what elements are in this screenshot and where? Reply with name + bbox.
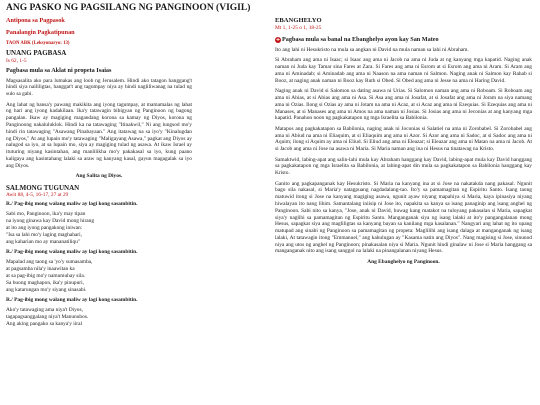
gospel-paragraph: Si Abraham ang ama ni Isaac; si Isaac ang ama ni Jacob na ama ni Juda at ng kanyang mga kapatid. Naging anak naman ni Juda kay Tamar sina Fares at Zara. Si Fares ang ama ni Esrom at si Esrom ang ama ni Aram. Si Aram ang ama ni Aminadab; si Aminadab ang ama ni Naason na ama naman ni Salmon. Naging anak ni Salmon kay Rahab si Booz, at naging anak naman ni Booz kay Ruth si Obed. Si Obed ang ama ni Jesse na ama ni Haring David. <box>275 57 532 84</box>
psalm-line: Ang aking pangako sa kanya'y iiral <box>6 320 82 327</box>
page-title: ANG PASKO NG PAGSILANG NG PANGINOON (VIGIL) <box>6 3 251 13</box>
gospel-paragraph: Matapos ang pagkakatapon sa Babilonia, naging anak ni Joconias si Salatiel na ama ni Zorobabel. Si Zorobabel ang ama ni Abiud na ama ni Eliaquim, at si Eliaquim ang ama ni Azor. Si Azor ang ama ni Sadoc, at si Sadoc ang ama ni Aquim; ilong si Aquim ay ama ni Eliud. Si Eliud ang ama ni Eleazar; si Eleazar ang ama ni Matan na ama ni Jacob. At si Jacob ang ama ni Jose na asawa ni Maria. Si Maria naman ang ina ni Hesus na tinatawag na Kristo. <box>275 125 532 153</box>
right-column <box>275 17 532 405</box>
psalm-line: at sa pag-ibig mo'y namumuhay sila. <box>6 272 86 279</box>
antiphon-link[interactable]: Antipona sa Pagpasok <box>6 17 65 24</box>
first-reading-intro: Pagbasa mula sa Aklat ni propeta Isaias <box>6 66 112 74</box>
psalm-verse <box>6 211 192 245</box>
psalm-response: R./ Pag-ibig mong walang maliw ay lagi kong sasambitin. <box>6 296 138 303</box>
opening-prayer-link[interactable]: Panalangin Pagkatipunan <box>6 28 75 36</box>
psalm-line: ang kaharian mo ay mananatiliqu" <box>6 238 81 245</box>
gospel-heading: EBANGHELYO <box>275 17 322 24</box>
psalm-line: at pagsamba nila'y inaawitan ka <box>6 266 75 273</box>
gospel-paragraph: Samaktwid, labing-apat ang salin-lahi mula kay Abraham hanggang kay David, labing-apat mula kay David hanggang sa pagkakatapon ng mga Israelita sa Babilonia, at labing-apat din mula sa pagkakatapon sa Babilonia hanggang kay Kristo. <box>275 156 532 177</box>
psalm-line: at ito ang iyong pangakong iniwan: <box>6 225 83 232</box>
psalm-line: ang katarungan mo'y siyang sinasabi. <box>6 286 87 293</box>
first-reading-closing: Ang Salita ng Diyos. <box>75 173 123 180</box>
psalm-line: Mapalad ang taong sa 'yo'y sumasamba, <box>6 259 93 266</box>
psalm-citation: Awit 88, 4-5, 16-17, 27 at 29 <box>6 192 69 199</box>
psalm-line: Ako'y tatawaging ama niya't Diyos, <box>6 307 83 314</box>
psalm-response: R./ Pag-ibig mong walang maliw ay lagi kong sasambitin. <box>6 249 138 255</box>
psalm-heading: SALMONG TUGUNAN <box>6 183 80 192</box>
left-column <box>6 17 192 405</box>
psalm-verse <box>6 307 192 327</box>
gospel-paragraph: Naging anak ni David si Salomon sa dating asawa ni Urias. Si Salomon naman ang ama ni Roboam. Si Roboam ang ama ni Abias, at si Abias ang ama ni Asa. Si Asa ang ama ni Josafat, at si Josafat ang ama ni Joram na siya namang ama ni Ozias. Ilong si Ozias ay ama ni Jotam na ama ni Acaz, at si Acaz ang ama ni Ezequias. Si Ezequias ang ama ni Manases, at si Manases ang ama ni Amos na ama naman ni Josias. Si Josias ang ama ni Jeconias at ang kanyang mga kapatid. Panahon noon ng pagkakatapon ng mga Israelita sa Babilonia. <box>275 88 532 122</box>
first-reading-paragraph: Magsasalita ako para lumakas ang loob ng Jerusalem. Hindi ako tatagon hanggang't hindi siya naililigtas, hanggat't ang tagumpay niya ay hindi nagliliwanag na tulad ng sulo sa gabi. <box>6 77 192 98</box>
first-reading-heading: UNANG PAGBASA <box>6 49 67 57</box>
psalm-line: Sa buong maghapon, ika'y pinupuri, <box>6 279 84 286</box>
psalm-line: na iyong ginawa kay David mong hirang <box>6 218 95 225</box>
first-reading-paragraph: Ang lahat ng bansa'y pawang makikita ang iyong tagumpay, at mamamalas ng lahat ng hari ang iyong kadakilaan. Ika'y tatawagin bibigyan ng Panginoon ng bagong pangalan. Ikaw ay magiging magandang korona sa kamay ng Diyos, korona ng Panginoong nakaluluklok. Hindi ka na tatawaging "Itinakwil," Ni ang lungsod mo'y hindi rin tatawaging "Asawang Pinabayaan." Ang itatawag na sa iyo'y "Kinalugdan ng Diyos," At ang lupain mo'y tatawaging "Maligayang Asawa," pagkat ang Diyos ay nalugod sa iyo, at sa lupain mo, siya ay magiging tulad ng asawa. At ikaw Israel ay ituturing niyang kasintahan, ang manlilikha mo'y pakakasal sa iyo, kung paano kaligaya ang kasintahang lalaki sa araw ng kanyang kasal, gayun magagalak sa iyo ang Diyos. <box>6 101 192 169</box>
first-reading-citation: Is 62, 1-5 <box>6 57 27 64</box>
gospel-citation: Mt 1, 1-25 o 1, 18-25 <box>275 24 322 31</box>
lectionary-code: TAON ABK (Leksyonaryo: 13) <box>6 41 70 46</box>
psalm-line: "Isa sa lahi mo'y laging maghahari, <box>6 231 82 238</box>
psalm-response: R./ Pag-ibig mong walang maliw ay lagi kong sasambitin. <box>6 201 138 208</box>
gospel-intro-text: Pagbasa mula sa banal na Ebanghelyo ayon kay San Mateo <box>282 35 439 43</box>
gospel-paragraph: Ganito ang pagkapanganak kay Hesukristo. Si Maria na kanyang ina at si Jose na nakatakda nang pakasal. Ngunit bago sila nakasal, si Maria'y natagpuang nagdadalang-tao. Ito'y sa pamamagitan ng Espiritu Santo. Isang taong matuwid itong si Jose na kanyang magiging asawa, ngunit ayaw niyang mapahiya si Maria, kaya ipinasiya niyang hiwalayan ito nang lihim. Samantalang iniisip ni Jose ito, napakita sa kanya sa isang panaginip ang isang anghel ng Panginoon. Sabi nito sa kanya, "Jose, anak ni David, huwag kang matakot na tuloyang pakasalan si Maria, sapagkat siya'y naglihi sa pamamagitan ng Espiritu Santo. Manganganak siya ng isang lalaki at ito'y pangangalanan mong Hesus, sapagkat siya ang magliligtas sa kanyang bayan sa kanilang mga kasalanan." Nangyari ang lahat ng ito upang matupad ang sinabi ng Panginoon sa pamamagitan ng propeta: Maglilihi ang isang dalaga at manganganak ng isang lalaki, At tatawagin itong "Emmanuel," ang kahulugan ay "Kasama natin ang Diyos". Nang magising si Jose, sinunod niya ang utos ng anghel ng Panginoon; pinakasalan niya si Maria. Ngunit hindi ginalaw ni Jose si Maria hanggang sa manganganak nito ang isang sanggol na lalaki na pinangalanan niyang Hesus. <box>275 180 532 255</box>
gospel-paragraph: Ito ang lahi ni Hesukristo na mula sa angkan ni David na mula naman sa lahi ni Abraham. <box>275 47 469 53</box>
gospel-closing: Ang Ebanghelyo ng Panginoon. <box>367 258 440 265</box>
gospel-intro <box>275 36 532 44</box>
psalm-line: tagapagsanggalang niya't Manunubos. <box>6 314 89 321</box>
psalm-line: Sabi mo, Panginoon, ika'y may tipan <box>6 211 86 218</box>
psalm-verse <box>6 259 192 293</box>
cross-icon: + <box>275 37 281 43</box>
